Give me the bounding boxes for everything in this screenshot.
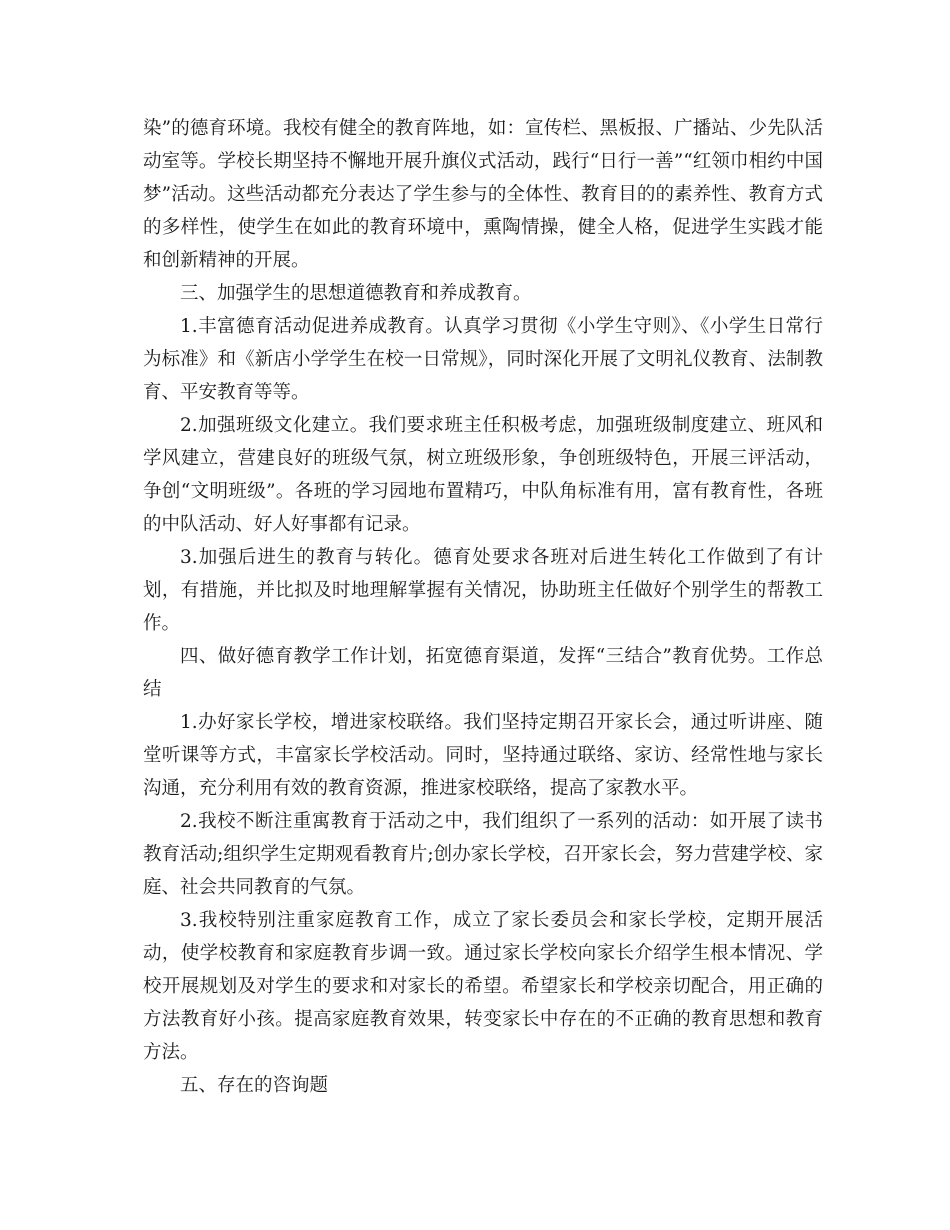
paragraph-item-3-2: 2.加强班级文化建立。我们要求班主任积极考虑，加强班级制度建立、班风和学风建立，营建良好的班级气氛，树立班级形象，争创班级特色，开展三评活动，争创“文明班级”。各班的学习园地布置精巧，中队角标准有用，富有教育性，各班的中队活动、好人好事都有记录。 (143, 415, 823, 535)
section-heading-three: 三、加强学生的思想道德教育和养成教育。 (180, 283, 532, 304)
section-heading-five: 五、存在的咨询题 (180, 1075, 329, 1096)
paragraph-item-3-3: 3.加强后进生的教育与转化。德育处要求各班对后进生转化工作做到了有计划，有措施，并比拟及时地理解掌握有关情况，协助班主任做好个别学生的帮教工作。 (143, 547, 823, 634)
section-heading-four: 四、做好德育教学工作计划，拓宽德育渠道，发挥“三结合”教育优势。工作总结 (143, 646, 823, 700)
document-body (143, 112, 823, 1102)
paragraph-item-3-1: 1.丰富德育活动促进养成教育。认真学习贯彻《小学生守则》、《小学生日常行为标准》和《新店小学学生在校一日常规》，同时深化开展了文明礼仪教育、法制教育、平安教育等等。 (143, 316, 823, 403)
paragraph-item-4-2: 2.我校不断注重寓教育于活动之中，我们组织了一系列的活动：如开展了读书教育活动;组织学生定期观看教育片;创办家长学校，召开家长会，努力营建学校、家庭、社会共同教育的气氛。 (143, 811, 823, 898)
paragraph-continuation: 染”的德育环境。我校有健全的教育阵地，如：宣传栏、黑板报、广播站、少先队活动室等。学校长期坚持不懈地开展升旗仪式活动，践行“日行一善”“红领巾相约中国梦”活动。这些活动都充分表达了学生参与的全体性、教育目的的素养性、教育方式的多样性，使学生在如此的教育环境中，熏陶情操，健全人格，促进学生实践才能和创新精神的开展。 (143, 118, 823, 271)
paragraph-item-4-3: 3.我校特别注重家庭教育工作，成立了家长委员会和家长学校，定期开展活动，使学校教育和家庭教育步调一致。通过家长学校向家长介绍学生根本情况、学校开展规划及对学生的要求和对家长的希望。希望家长和学校亲切配合，用正确的方法教育好小孩。提高家庭教育效果，转变家长中存在的不正确的教育思想和教育方法。 (143, 910, 823, 1063)
paragraph-item-4-1: 1.办好家长学校，增进家校联络。我们坚持定期召开家长会，通过听讲座、随堂听课等方式，丰富家长学校活动。同时，坚持通过联络、家访、经常性地与家长沟通，充分利用有效的教育资源，推进家校联络，提高了家教水平。 (143, 712, 823, 799)
